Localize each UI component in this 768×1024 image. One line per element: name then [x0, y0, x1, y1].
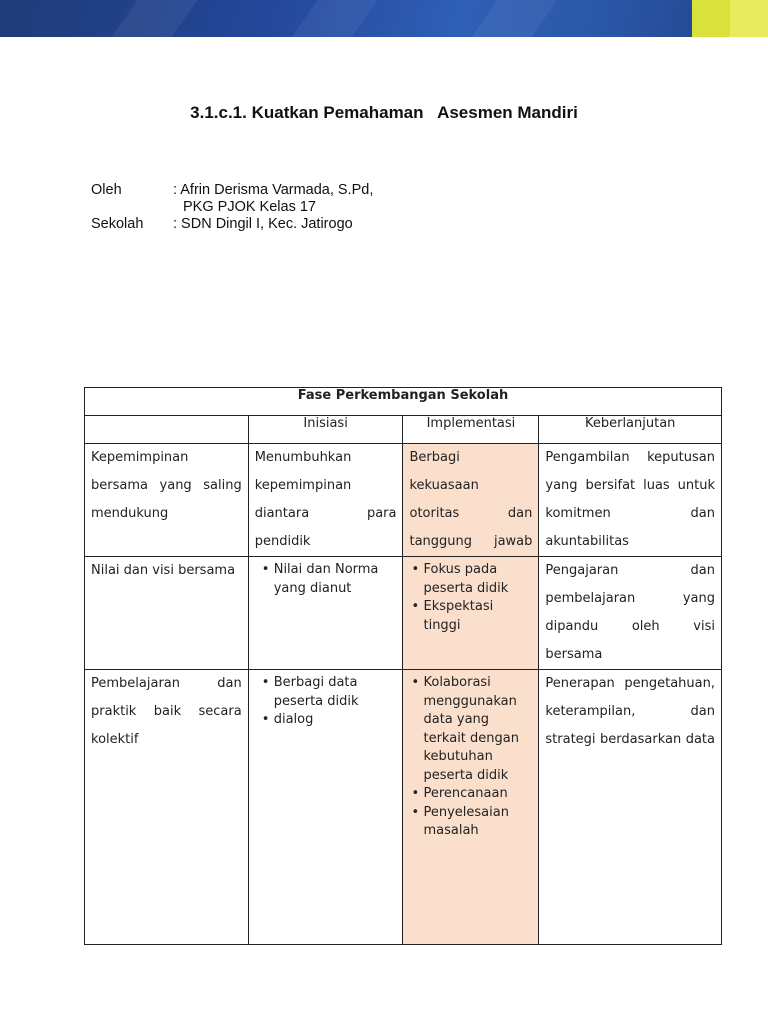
column-header	[85, 416, 249, 444]
column-header: Implementasi	[403, 416, 539, 444]
cell-inisiasi	[248, 670, 403, 945]
cell-text: Pembelajaran dan praktik baik secara kolektif	[91, 676, 242, 747]
list-item: • Berbagi data peserta didik	[274, 674, 397, 711]
cell-text: Nilai dan visi bersama	[91, 563, 236, 578]
table-row	[85, 557, 722, 670]
table-row	[85, 444, 722, 557]
cell-text: Pengajaran dan pembelajaran yang dipandu oleh visi bersama	[545, 563, 715, 662]
row-label	[85, 670, 249, 945]
cell-inisiasi	[248, 557, 403, 670]
list-item: • Nilai dan Norma yang dianut	[274, 561, 397, 598]
cell-text: Pengambilan keputusan yang bersifat luas untuk komitmen dan akuntabilitas	[545, 450, 715, 549]
column-header: Inisiasi	[248, 416, 403, 444]
cell-keberlanjutan	[539, 670, 722, 945]
list-item: • Perencanaan	[423, 785, 532, 804]
oleh-value: : Afrin Derisma Varmada, S.Pd,	[173, 182, 374, 198]
cell-keberlanjutan	[539, 557, 722, 670]
sekolah-value: : SDN Dingil I, Kec. Jatirogo	[173, 216, 353, 232]
banner-accent	[730, 0, 768, 37]
bullet-list	[409, 561, 532, 635]
list-item: • Kolaborasi menggunakan data yang terkait dengan kebutuhan peserta didik	[423, 674, 532, 785]
list-item: • Ekspektasi tinggi	[423, 598, 532, 635]
page-title: 3.1.c.1. Kuatkan Pemahaman Asesmen Mandiri	[190, 103, 578, 122]
oleh-label: Oleh	[91, 182, 122, 198]
bullet-list	[409, 674, 532, 841]
banner-stripe	[88, 0, 211, 37]
row-label	[85, 557, 249, 670]
table-header-row	[85, 388, 722, 416]
cell-keberlanjutan	[539, 444, 722, 557]
cell-text: Penerapan pengetahuan, keterampilan, dan strategi berdasarkan data	[545, 676, 715, 747]
oleh-value-2: PKG PJOK Kelas 17	[183, 199, 316, 215]
bullet-list	[261, 674, 397, 730]
cell-inisiasi	[248, 444, 403, 557]
list-item: • Penyelesaian masalah	[423, 804, 532, 841]
cell-implementasi	[403, 670, 539, 945]
phase-table	[84, 387, 722, 945]
bullet-list	[261, 561, 397, 598]
cell-implementasi	[403, 444, 539, 557]
cell-implementasi	[403, 557, 539, 670]
banner-stripe	[448, 0, 571, 37]
sekolah-label: Sekolah	[91, 216, 144, 232]
banner-stripe	[268, 0, 391, 37]
table-row	[85, 670, 722, 945]
column-header: Keberlanjutan	[539, 416, 722, 444]
table-column-row	[85, 416, 722, 444]
cell-text: Berbagi kekuasaan otoritas dan tanggung jawab	[409, 450, 533, 549]
row-label	[85, 444, 249, 557]
list-item: • Fokus pada peserta didik	[423, 561, 532, 598]
cell-text: Menumbuhkan kepemimpinan diantara para pendidik	[254, 450, 397, 549]
cell-text: Kepemimpinan bersama yang saling mendukung	[91, 450, 242, 521]
table-header: Fase Perkembangan Sekolah	[85, 388, 722, 416]
top-banner	[0, 0, 768, 37]
list-item: • dialog	[274, 711, 397, 730]
